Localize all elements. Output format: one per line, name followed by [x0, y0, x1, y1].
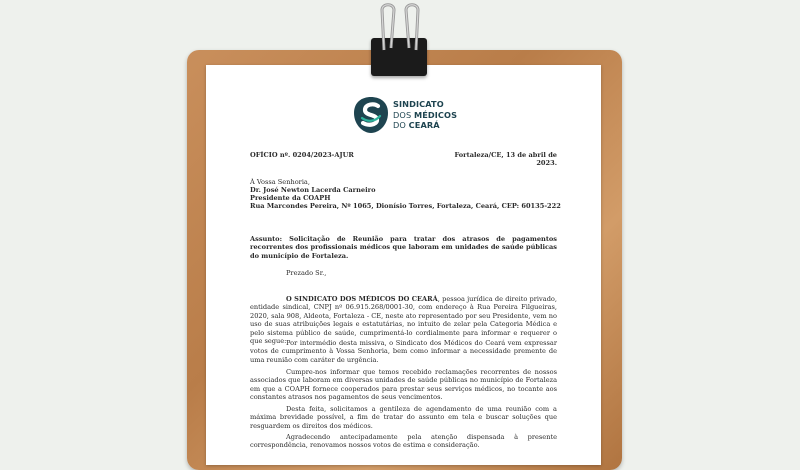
letter-date: Fortaleza/CE, 13 de abril de 2023. — [454, 151, 557, 168]
paragraph-4: Desta feita, solicitamos a gentileza de agendamento de uma reunião com a máxima brevidade possível, a fim de tratar do assunto em tela e buscar soluções que resguardem os direitos dos médicos. — [250, 405, 557, 430]
paragraph-5: Agradecendo antecipadamente pela atenção dispensada à presente correspondência, renovamos nossos votos de estima e consideração. — [250, 433, 557, 450]
paragraph-3: Cumpre-nos informar que temos recebido reclamações recorrentes de nossos associados que laboram em diversas unidades de saúde públicas no município de Fortaleza em que a COAPH fornece cooperados para prestar seus serviços médicos, no tocante aos constantes atrasos nos pagamentos de seus vencimentos. — [250, 368, 557, 402]
binder-clip-wire-icon — [360, 0, 440, 52]
recipient-title: Presidente da COAPH — [250, 194, 331, 202]
logo-wordmark: SINDICATO DOS MÉDICOS DO CEARÁ — [393, 99, 458, 130]
recipient-address: Rua Marcondes Pereira, Nº 1065, Dionísio Torres, Fortaleza, Ceará, CEP: 60135-222 — [250, 202, 561, 210]
letter-greeting: Prezado Sr., — [286, 269, 327, 277]
letter-page — [206, 65, 601, 465]
paragraph-1: O SINDICATO DOS MÉDICOS DO CEARÁ, pessoa jurídica de direito privado, entidade sindical, CNPJ nº 06.915.268/0001-30, com endereço à Rua Pereira Filgueiras, 2020, sala 908, Aldeota, Fortaleza - CE, neste ato representado por seu Presidente, vem no uso de suas atribuições legais e estatutárias, no intuito de zelar pela Categoria Médica e pelo sistema público de saúde, cumprimentá-lo cordialmente para informar e requerer o que segue: — [250, 295, 557, 346]
s-shield-icon — [353, 96, 389, 134]
recipient-salutation: À Vossa Senhoria, — [250, 178, 310, 186]
paragraph-2: Por intermédio desta missiva, o Sindicato dos Médicos do Ceará vem expressar votos de cumprimento à Vossa Senhoria, bem como informar a necessidade premente de uma reunião com caráter de urgência. — [250, 339, 557, 364]
letter-subject: Assunto: Solicitação de Reunião para tratar dos atrasos de pagamentos recorrentes dos profissionais médicos que laboram em unidades de saúde públicas do município de Fortaleza. — [250, 235, 557, 260]
sindicato-logo — [353, 96, 463, 136]
recipient-name: Dr. José Newton Lacerda Carneiro — [250, 186, 376, 194]
oficio-number: OFÍCIO nº. 0204/2023-AJUR — [250, 151, 354, 159]
